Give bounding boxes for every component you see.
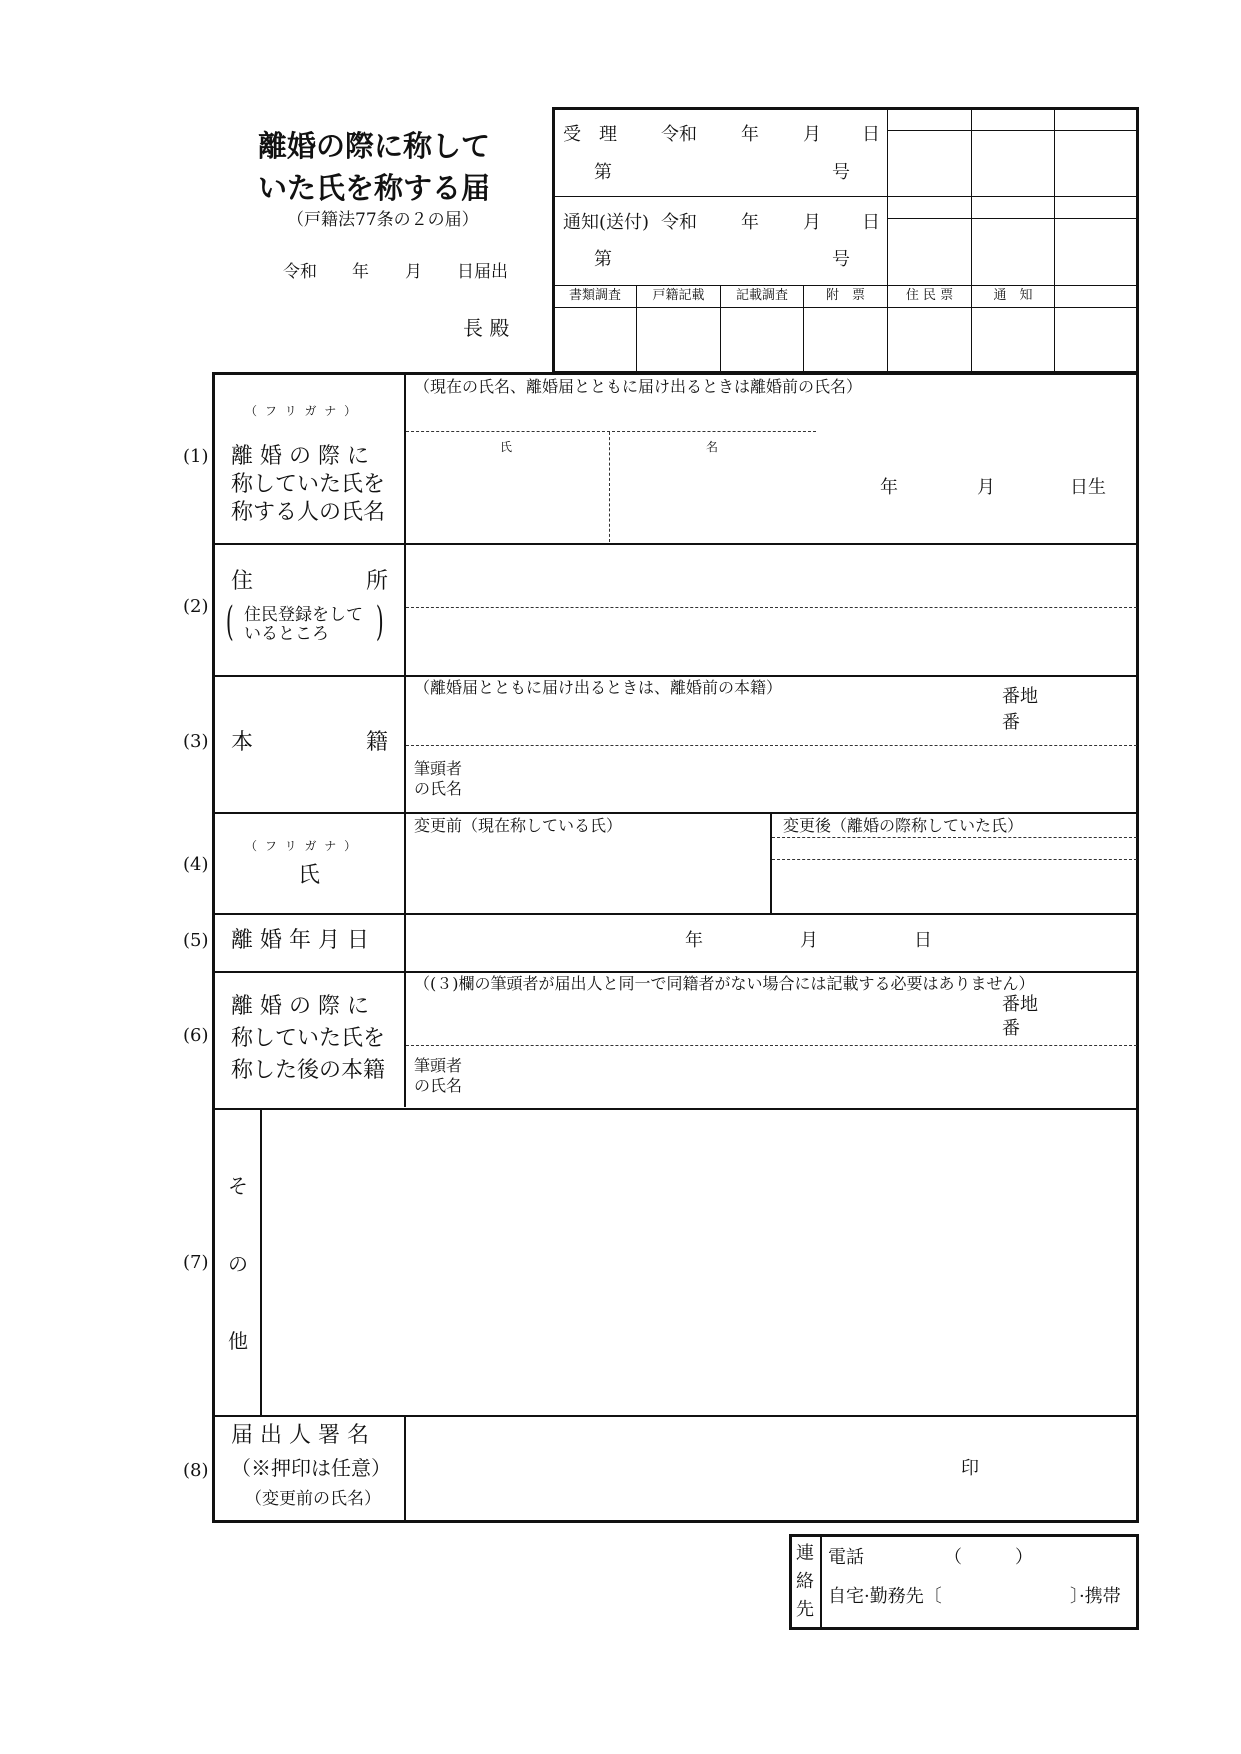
domicile-field[interactable] [408, 700, 988, 742]
surname-after-field[interactable] [774, 862, 1135, 910]
notice-year: 年 [741, 212, 759, 233]
receipt-no-suffix: 号 [832, 162, 850, 183]
row-label-line1: 届 出 人 署 名 [231, 1423, 369, 1448]
notice-no-prefix: 第 [594, 249, 612, 270]
birth-month-label: 月 [977, 477, 995, 498]
ban-label: 番 [1002, 712, 1020, 733]
contact-type-field[interactable] [950, 1584, 1066, 1612]
divorce-day-label: 日 [914, 930, 932, 951]
date-year: 年 [352, 262, 369, 282]
row-label-b: 所 [366, 569, 389, 594]
receipt-month: 月 [803, 124, 821, 145]
check-header: 通 知 [993, 288, 1033, 303]
form-title-line1: 離婚の際に称して [258, 129, 491, 163]
row-label-line: 離 婚 の 際 に [231, 994, 369, 1019]
row-note: （(３)欄の筆頭者が届出人と同一で同籍者がない場合には記載する必要はありません） [414, 974, 1035, 993]
office-use-box [552, 107, 1139, 374]
phone-field[interactable] [900, 1545, 1132, 1573]
row-label-char: の [228, 1252, 248, 1276]
new-domicile-field[interactable] [408, 998, 988, 1042]
form-title-line2: いた氏を称する届 [258, 171, 491, 205]
address-sub2: いるところ [244, 624, 329, 644]
given-name-label: 名 [706, 440, 719, 454]
new-household-head-field[interactable] [470, 1050, 1135, 1106]
address-sub1: 住民登録をして [244, 605, 363, 625]
form-subtitle: （戸籍法77条の２の届） [287, 210, 479, 230]
notice-day: 日 [862, 212, 880, 233]
row-number: (2) [183, 596, 209, 617]
row-label-line: 離 婚 の 際 に [231, 444, 369, 469]
notice-month: 月 [803, 212, 821, 233]
check-header: 附 票 [825, 288, 865, 303]
row-label-line: 称した後の本籍 [231, 1058, 386, 1083]
row-number: (5) [183, 930, 209, 951]
other-notes-field[interactable] [264, 1112, 1135, 1412]
receipt-day: 日 [862, 124, 880, 145]
surname-before-label: 変更前（現在称している氏） [414, 816, 623, 835]
surname-before-field[interactable] [408, 840, 766, 910]
row-label-line: 称する人の氏名 [231, 500, 386, 525]
divorce-month-label: 月 [800, 930, 818, 951]
row-label-line2: （※押印は任意） [231, 1456, 391, 1480]
row-number: (4) [183, 854, 209, 875]
row-label-line3: （変更前の氏名） [245, 1489, 381, 1509]
seal-label: 印 [961, 1458, 979, 1479]
household-head-field[interactable] [470, 750, 1135, 810]
row-note: （離婚届とともに届け出るときは、離婚前の本籍） [414, 678, 783, 697]
surname-field[interactable] [411, 434, 607, 540]
divorce-date-field[interactable] [408, 917, 1135, 969]
paren-close: ) [375, 599, 384, 645]
given-name-field[interactable] [612, 434, 816, 540]
check-header: 戸籍記載 [652, 288, 705, 303]
ban-label: 番 [1002, 1018, 1020, 1039]
contact-label-char: 連 [796, 1543, 814, 1564]
check-header: 住 民 票 [905, 288, 954, 303]
contact-label-char: 先 [796, 1599, 814, 1620]
row-label-char: そ [228, 1174, 248, 1198]
banchi-label: 番地 [1002, 994, 1038, 1015]
head-label-1: 筆頭者 [414, 759, 463, 778]
notice-label: 通知(送付) [563, 212, 650, 233]
birth-year-label: 年 [880, 477, 898, 498]
row-label: 離 婚 年 月 日 [231, 928, 369, 953]
phone-label: 電話 [828, 1547, 864, 1568]
banchi-label: 番地 [1002, 686, 1038, 707]
receipt-no-prefix: 第 [594, 162, 612, 183]
receipt-year: 年 [741, 124, 759, 145]
row-label: 氏 [298, 863, 321, 888]
head-label-2: の氏名 [414, 779, 463, 798]
furigana-label: （ フ リ ガ ナ ） [245, 839, 359, 853]
furigana-label: （ フ リ ガ ナ ） [245, 404, 359, 418]
check-header: 書類調査 [568, 288, 621, 303]
row-note: （現在の氏名、離婚届とともに届け出るときは離婚前の氏名） [414, 377, 863, 396]
date-month: 月 [405, 262, 422, 282]
signature-field[interactable] [408, 1419, 1135, 1519]
contact-type-prefix: 自宅·勤務先〔 [828, 1586, 942, 1607]
contact-label-char: 絡 [796, 1571, 814, 1592]
date-era: 令和 [283, 262, 317, 282]
row-number: (1) [183, 446, 209, 467]
address-field-line2[interactable] [408, 610, 1135, 672]
row-number: (8) [183, 1460, 209, 1481]
paren-open: ( [225, 599, 234, 645]
row-label-b: 籍 [366, 730, 389, 755]
row-number: (6) [183, 1025, 209, 1046]
address-field-line1[interactable] [408, 547, 1135, 605]
addressee: 長 殿 [463, 316, 510, 340]
receipt-era: 令和 [661, 124, 697, 145]
phone-paren-open: （ [944, 1547, 962, 1568]
row-label-line: 称していた氏を [231, 472, 386, 497]
surname-label: 氏 [500, 440, 513, 454]
check-header: 記載調査 [735, 288, 788, 303]
notice-era: 令和 [661, 212, 697, 233]
contact-type-suffix: 〕·携帯 [1070, 1586, 1121, 1607]
head-label-1: 筆頭者 [414, 1056, 463, 1075]
phone-paren-close: ） [1015, 1547, 1033, 1568]
date-day-submitted: 日届出 [457, 262, 508, 282]
head-label-2: の氏名 [414, 1076, 463, 1095]
birth-day-label: 日生 [1070, 477, 1106, 498]
row-number: (7) [183, 1252, 209, 1273]
row-label-a: 住 [231, 569, 254, 594]
row-label-line: 称していた氏を [231, 1026, 386, 1051]
surname-after-label: 変更後（離婚の際称していた氏） [783, 816, 1024, 835]
row-label-char: 他 [228, 1329, 248, 1353]
divorce-year-label: 年 [685, 930, 703, 951]
row-label-a: 本 [231, 730, 254, 755]
receipt-label: 受 理 [563, 124, 617, 145]
notice-no-suffix: 号 [832, 249, 850, 270]
row-number: (3) [183, 731, 209, 752]
